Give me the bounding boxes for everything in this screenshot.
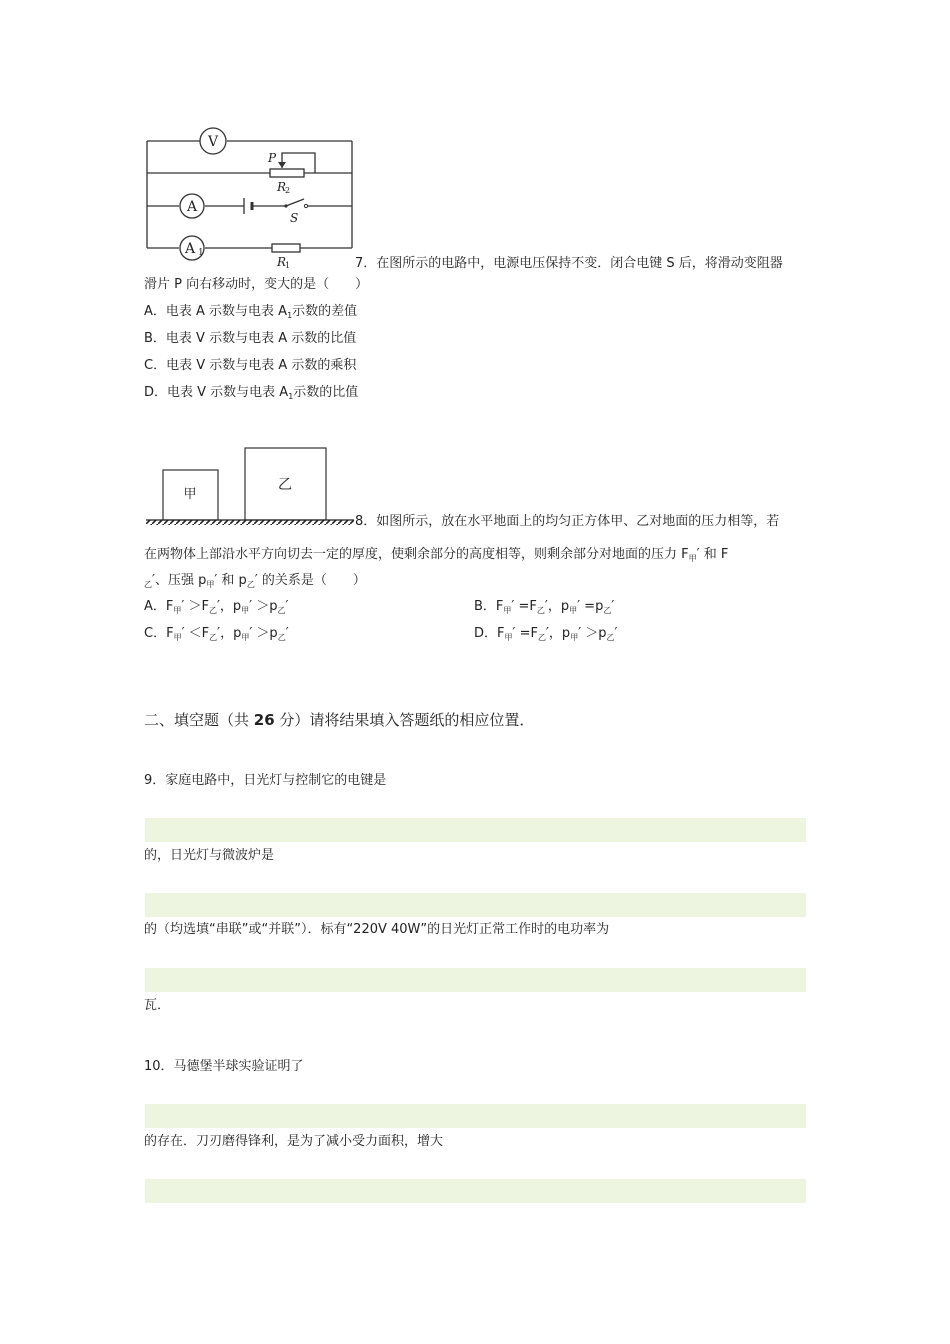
section2-heading-num: 26	[253, 711, 275, 729]
q8-stem-line3-a: ′、压强 p	[152, 573, 207, 588]
opt-sub: 乙	[277, 606, 286, 615]
q7-option-a	[144, 303, 357, 322]
section2-heading	[144, 709, 534, 731]
voltmeter-label: V	[207, 134, 219, 150]
opt-part: ′ ＞F	[181, 599, 209, 614]
q9-answer-blank-2[interactable]	[145, 893, 806, 917]
opt-part: ′ =F	[512, 626, 538, 641]
opt-part: ′	[285, 599, 289, 614]
q8-option-a	[144, 598, 288, 617]
opt-sub: 乙	[537, 633, 546, 642]
q9-answer-blank-1[interactable]	[145, 818, 806, 842]
q7-circuit-diagram	[140, 125, 360, 275]
block-yi-label: 乙	[278, 477, 292, 493]
q9-text-part4: 瓦．	[144, 998, 171, 1013]
q8-stem-line3-sub2: 甲	[206, 580, 215, 589]
q10-text-part2: 的存在．刀刃磨得锋利，是为了减小受力面积，增大	[144, 1134, 444, 1149]
q7-stem-line2: 滑片 P 向右移动时，变大的是（ ）	[144, 277, 369, 292]
section2-heading-pre: 二、填空题（共	[144, 711, 254, 729]
q10-answer-blank-1[interactable]	[145, 1104, 806, 1128]
q8-stem-line1: 8．如图所示，放在水平地面上的均匀正方体甲、乙对地面的压力相等，若	[355, 514, 780, 529]
opt-sub: 甲	[241, 633, 250, 642]
q8-option-c	[144, 625, 289, 644]
q8-stem-line3	[144, 572, 366, 591]
q8-stem-line3-c: ′ 的关系是（ ）	[254, 573, 366, 588]
opt-sub: 乙	[277, 633, 286, 642]
opt-part: ′ =p	[577, 599, 604, 614]
opt-sub: 甲	[173, 606, 182, 615]
q7-option-b: B．电表 V 示数与电表 A 示数的比值	[144, 331, 357, 346]
r1-label: R	[277, 255, 287, 269]
opt-part: ′，p	[545, 626, 571, 641]
r2-subscript: 2	[285, 186, 291, 195]
opt-part: C．F	[144, 626, 174, 641]
opt-sub: 乙	[603, 606, 612, 615]
q9-text-part3: 的（均选填“串联”或“并联”）．标有“220V 40W”的日光灯正常工作时的电功率为	[144, 922, 610, 937]
opt-sub: 甲	[503, 606, 512, 615]
q10-text-part1: 10．马德堡半球实验证明了	[144, 1059, 304, 1074]
opt-sub: 甲	[173, 633, 182, 642]
r1-subscript: 1	[285, 261, 291, 270]
section2-heading-post: 分）请将结果填入答题纸的相应位置．	[274, 711, 535, 729]
ammeter-a-label: A	[186, 199, 198, 215]
ammeter-a1-label: A	[184, 241, 196, 257]
q8-blocks-diagram	[140, 440, 355, 530]
q7-option-d-sub: 1	[288, 392, 294, 401]
q7-option-c: C．电表 V 示数与电表 A 示数的乘积	[144, 358, 357, 373]
opt-part: ′	[614, 626, 618, 641]
opt-part: A．F	[144, 599, 174, 614]
q8-stem-line2-text: 在两物体上部沿水平方向切去一定的厚度，使剩余部分的高度相等，则剩余部分对地面的压力 F	[144, 547, 689, 562]
q7-stem-line1: 7．在图所示的电路中，电源电压保持不变．闭合电键 S 后，将滑动变阻器	[355, 256, 783, 271]
opt-part: ′，p	[544, 599, 570, 614]
block-jia-label: 甲	[183, 487, 197, 502]
q8-stem-line3-b: ′ 和 p	[214, 573, 247, 588]
r2-label: R	[277, 180, 287, 194]
q7-option-a-sub: 1	[287, 311, 293, 320]
q8-stem-line3-sub3: 乙	[246, 580, 255, 589]
opt-part: ′ ＞p	[578, 626, 607, 641]
q7-option-a-end: 示数的差值	[292, 304, 358, 319]
opt-part: ′	[285, 626, 289, 641]
ammeter-a1-subscript: 1	[198, 248, 204, 258]
opt-part: D．F	[474, 626, 505, 641]
opt-part: ′	[611, 599, 615, 614]
q7-option-a-text: A．电表 A 示数与电表 A	[144, 304, 288, 319]
opt-part: ′，p	[216, 599, 242, 614]
q8-stem-line2-sub: 甲	[688, 554, 697, 563]
q8-stem-line2	[144, 546, 728, 565]
q8-option-d	[474, 625, 617, 644]
opt-part: B．F	[474, 599, 504, 614]
slider-p-label: P	[268, 151, 277, 165]
opt-sub: 乙	[606, 633, 615, 642]
opt-part: ′，p	[217, 626, 242, 641]
opt-sub: 甲	[569, 606, 578, 615]
opt-sub: 甲	[504, 633, 513, 642]
opt-part: ′ =F	[511, 599, 537, 614]
opt-sub: 甲	[241, 606, 250, 615]
q8-stem-line3-sub: 乙	[144, 580, 152, 589]
opt-sub: 乙	[536, 606, 545, 615]
q9-text-part2: 的，日光灯与微波炉是	[144, 848, 275, 863]
q7-option-d	[144, 384, 358, 403]
q10-answer-blank-2[interactable]	[145, 1179, 806, 1203]
q8-stem-line2-end: ′ 和 F	[696, 547, 729, 562]
opt-sub: 乙	[209, 633, 218, 642]
q7-option-d-end: 示数的比值	[293, 385, 359, 400]
switch-s-label: S	[290, 211, 299, 225]
opt-part: ′ ＞p	[249, 626, 278, 641]
ground-hatch	[146, 520, 354, 525]
opt-sub: 乙	[208, 606, 217, 615]
q9-answer-blank-3[interactable]	[145, 968, 806, 992]
q8-option-b	[474, 598, 614, 617]
q9-text-part1: 9．家庭电路中，日光灯与控制它的电键是	[144, 773, 387, 788]
opt-part: ′ ＞p	[249, 599, 278, 614]
q7-option-d-text: D．电表 V 示数与电表 A	[144, 385, 289, 400]
opt-sub: 甲	[570, 633, 579, 642]
opt-part: ′ ＜F	[181, 626, 210, 641]
